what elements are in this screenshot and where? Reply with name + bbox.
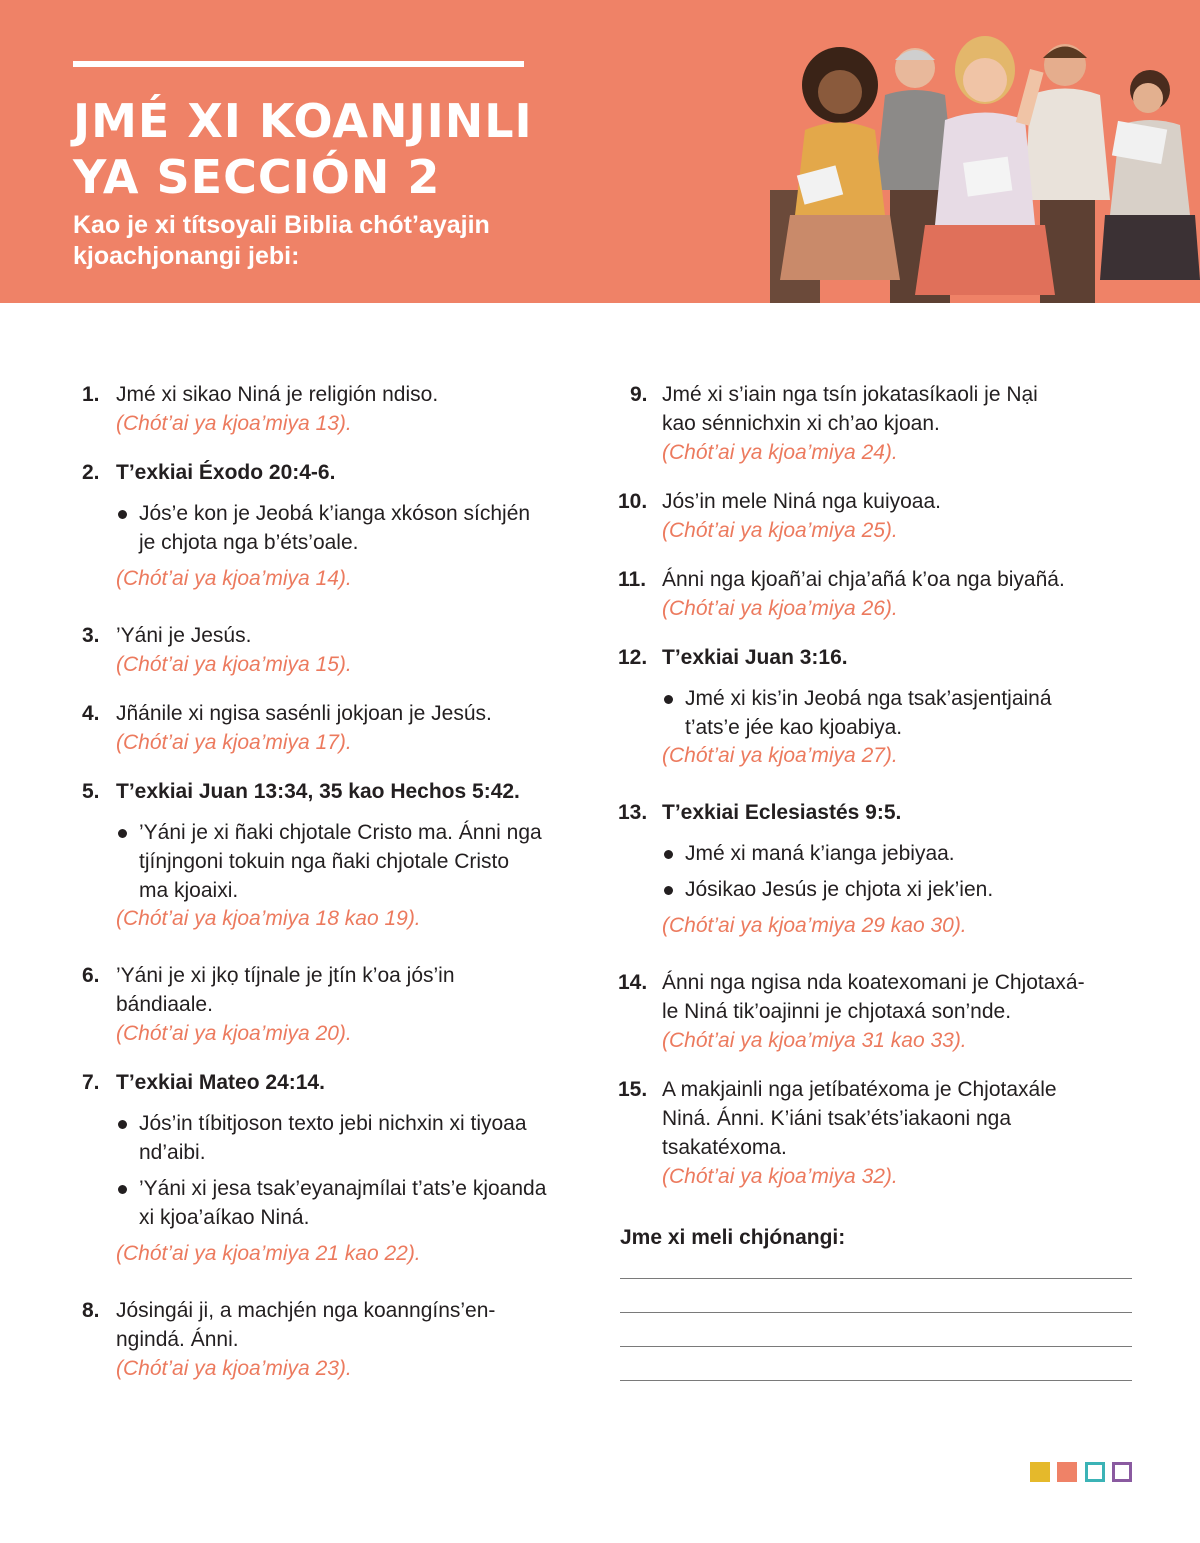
question-text: kao sénnichxin xi ch’ao kjoan. — [662, 412, 940, 435]
bullet-text: Jósikao Jesús je chjota xi jek’ien. — [685, 878, 994, 901]
reference-text: (Chót’ai ya kjoa’miya 31 kao 33). — [662, 1029, 967, 1052]
bullet-list — [662, 839, 1138, 904]
question-number: 15. — [618, 1078, 648, 1101]
note-line[interactable] — [620, 1346, 1132, 1347]
question-number: 9. — [630, 383, 648, 406]
question-number: 7. — [82, 1071, 100, 1094]
bullet-list — [662, 684, 1138, 742]
bullet-text: Jmé xi maná k’ianga jebiyaa. — [685, 842, 955, 865]
bullet-item — [116, 1109, 582, 1167]
reference-text: (Chót’ai ya kjoa’miya 25). — [662, 519, 898, 542]
audience-illustration — [740, 0, 1200, 303]
question-text: tsakatéxoma. — [662, 1136, 787, 1159]
purple-square-outline — [1112, 1462, 1132, 1482]
reference-text: (Chót’ai ya kjoa’miya 20). — [116, 1022, 352, 1045]
bullet-item — [662, 839, 1138, 868]
question-number: 2. — [82, 461, 100, 484]
bullet-item — [662, 875, 1138, 904]
teal-square-outline — [1085, 1462, 1105, 1482]
note-line[interactable] — [620, 1380, 1132, 1381]
bullet-text: ’Yáni je xi ñaki chjotale Cristo ma. Ánni nga — [139, 821, 542, 844]
bullet-text: Jós’e kon je Jeobá k’ianga xkóson síchjén — [139, 502, 531, 525]
question-text: ’Yáni je Jesús. — [116, 624, 252, 647]
question-number: 6. — [82, 964, 100, 987]
note-line[interactable] — [620, 1278, 1132, 1279]
reference-text: (Chót’ai ya kjoa’miya 26). — [662, 597, 898, 620]
coral-square — [1057, 1462, 1077, 1482]
bullet-text: nd’aibi. — [139, 1141, 206, 1164]
question-number: 14. — [618, 971, 648, 994]
question-number: 4. — [82, 702, 100, 725]
questions-column-right — [618, 380, 1138, 1211]
bullet-text: je chjota nga b’éts’oale. — [139, 531, 359, 554]
reference-text: (Chót’ai ya kjoa’miya 15). — [116, 653, 352, 676]
bullet-item — [116, 1174, 582, 1232]
reference-text: (Chót’ai ya kjoa’miya 17). — [116, 731, 352, 754]
reference-text: (Chót’ai ya kjoa’miya 21 kao 22). — [116, 1242, 421, 1265]
bullet-text: ma kjoaixi. — [139, 879, 239, 902]
bullet-list — [116, 499, 582, 557]
bullet-text: xi kjoa’aíkao Niná. — [139, 1206, 310, 1229]
bullet-item — [116, 499, 582, 557]
question-item — [82, 380, 582, 438]
page-title — [73, 93, 533, 205]
title-line: YA SECCIÓN 2 — [73, 150, 441, 204]
question-item — [618, 565, 1138, 623]
reference-text: (Chót’ai ya kjoa’miya 13). — [116, 412, 352, 435]
reference-text: (Chót’ai ya kjoa’miya 29 kao 30). — [662, 914, 967, 937]
question-text: ngindá. Ánni. — [116, 1328, 239, 1351]
reference-text: (Chót’ai ya kjoa’miya 27). — [662, 744, 898, 767]
question-text: Jmé xi sikao Niná je religión ndiso. — [116, 383, 439, 406]
yellow-square — [1030, 1462, 1050, 1482]
header-rule — [73, 61, 524, 67]
question-item — [82, 777, 582, 933]
subtitle-line: kjoachjonangi jebi: — [73, 242, 300, 270]
bullet-text: ’Yáni xi jesa tsak’eyanajmílai t’ats’e kjoanda — [139, 1177, 547, 1200]
question-number: 13. — [618, 801, 648, 824]
question-text: A makjainli nga jetíbatéxoma je Chjotaxále — [662, 1078, 1057, 1101]
question-text: Ánni nga ngisa nda koatexomani je Chjotaxá- — [662, 971, 1085, 994]
question-text: Jósingái ji, a machjén nga koanngíns’en- — [116, 1299, 496, 1322]
question-item — [82, 699, 582, 757]
question-item — [618, 798, 1138, 940]
question-item — [82, 961, 582, 1048]
question-number: 8. — [82, 1299, 100, 1322]
bullet-text: Jós’in tíbitjoson texto jebi nichxin xi tiyoaa — [139, 1112, 527, 1135]
question-number: 5. — [82, 780, 100, 803]
question-text: Niná. Ánni. K’iáni tsak’éts’iakaoni nga — [662, 1107, 1012, 1130]
question-number: 12. — [618, 646, 648, 669]
reference-text: (Chót’ai ya kjoa’miya 14). — [116, 567, 352, 590]
question-number: 3. — [82, 624, 100, 647]
bullet-text: tjínjngoni tokuin nga ñaki chjotale Cristo — [139, 850, 510, 873]
reference-text: (Chót’ai ya kjoa’miya 24). — [662, 441, 898, 464]
title-line: JMÉ XI KOANJINLI — [73, 94, 533, 148]
reference-text: (Chót’ai ya kjoa’miya 32). — [662, 1165, 898, 1188]
question-text: T’exkiai Juan 13:34, 35 kao Hechos 5:42. — [116, 780, 520, 803]
question-text: le Niná tik’oajinni je chjotaxá son’nde. — [662, 1000, 1012, 1023]
question-text: Jós’in mele Niná nga kuiyoaa. — [662, 490, 941, 513]
bullet-item — [662, 684, 1138, 742]
question-item — [82, 458, 582, 593]
reference-text: (Chót’ai ya kjoa’miya 18 kao 19). — [116, 907, 421, 930]
question-text: ’Yáni je xi jkọ tíjnale je jtín k’oa jós’in — [116, 964, 455, 987]
question-item — [82, 1068, 582, 1268]
subtitle-line: Kao je xi títsoyali Biblia chót’ayajin — [73, 211, 490, 239]
question-item — [618, 487, 1138, 545]
bullet-list — [116, 818, 582, 905]
bullet-list — [116, 1109, 582, 1232]
question-text: T’exkiai Mateo 24:14. — [116, 1071, 325, 1094]
question-text: bándiaale. — [116, 993, 213, 1016]
question-item — [82, 1296, 582, 1383]
question-number: 10. — [618, 490, 648, 513]
note-line[interactable] — [620, 1312, 1132, 1313]
question-text: T’exkiai Éxodo 20:4-6. — [116, 461, 336, 484]
bullet-text: t’ats’e jée kao kjoabiya. — [685, 716, 903, 739]
question-text: T’exkiai Juan 3:16. — [662, 646, 848, 669]
question-text: Ánni nga kjoañ’ai chja’añá k’oa nga biyañá. — [662, 568, 1065, 591]
question-item — [618, 1075, 1138, 1191]
question-item — [618, 968, 1138, 1055]
question-item — [618, 380, 1138, 467]
bullet-text: Jmé xi kis’in Jeobá nga tsak’asjentjainá — [685, 687, 1052, 710]
question-number: 11. — [618, 568, 647, 591]
question-item — [618, 643, 1138, 770]
question-text: T’exkiai Eclesiastés 9:5. — [662, 801, 902, 824]
question-number: 1. — [82, 383, 100, 406]
reference-text: (Chót’ai ya kjoa’miya 23). — [116, 1357, 352, 1380]
question-item — [82, 621, 582, 679]
question-text: Jñánile xi ngisa sasénli jokjoan je Jesús. — [116, 702, 492, 725]
questions-column-left — [82, 380, 582, 1403]
notes-title: Jme xi meli chjónangi: — [620, 1226, 846, 1249]
header-band — [0, 0, 1200, 303]
question-text: Jmé xi s’iain nga tsín jokatasíkaoli je Nại — [662, 383, 1038, 406]
page-subtitle — [73, 210, 490, 272]
bullet-item — [116, 818, 582, 905]
